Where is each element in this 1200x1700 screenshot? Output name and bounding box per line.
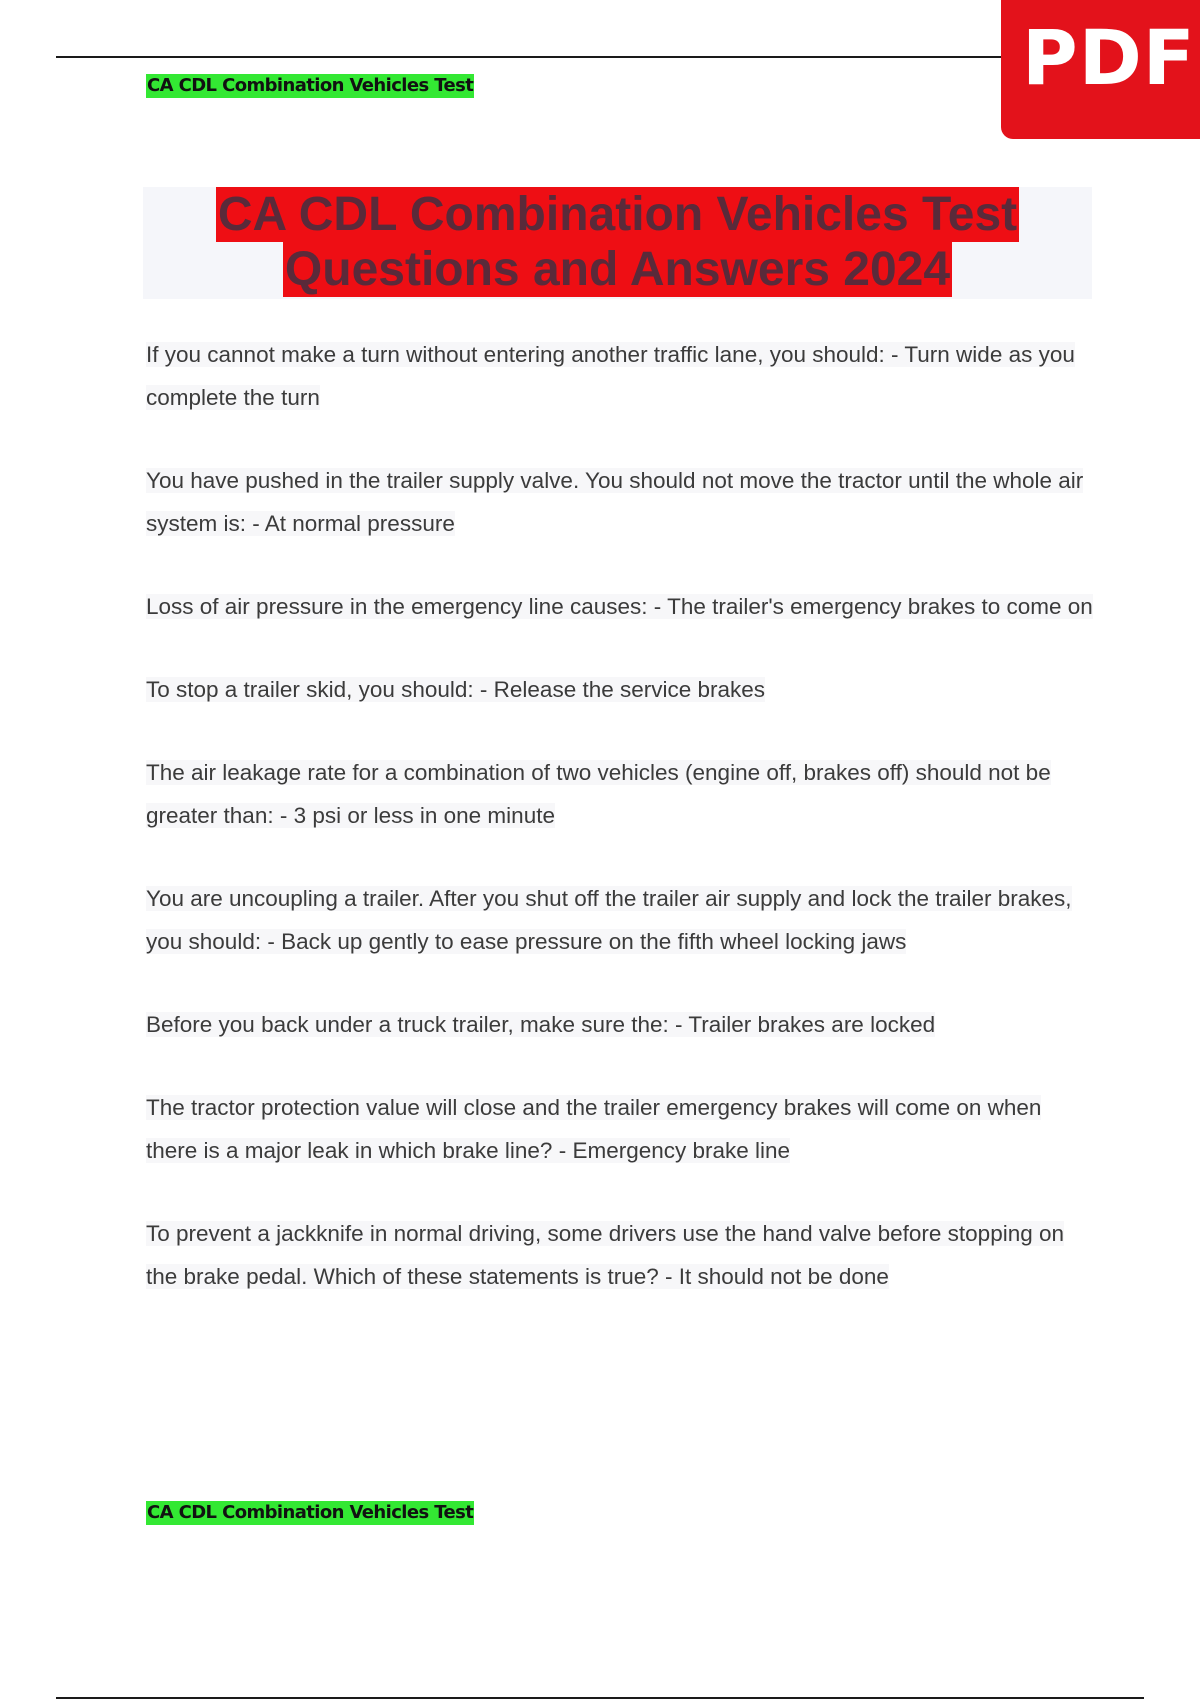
header-rule (56, 56, 1006, 58)
qa-item: If you cannot make a turn without entering another traffic lane, you should: - Turn wide as you complete the turn (146, 342, 1075, 410)
document-title-line-1: CA CDL Combination Vehicles Test (217, 188, 1018, 241)
pdf-badge-label: PDF (1022, 13, 1196, 102)
pdf-badge (1001, 0, 1200, 139)
qa-item: You have pushed in the trailer supply valve. You should not move the tractor until the whole air system is: - At normal pressure (146, 468, 1084, 536)
qa-item: The tractor protection value will close and the trailer emergency brakes will come on when there is a major leak in which brake line? - Emergency brake line (146, 1095, 1042, 1163)
qa-list (146, 333, 1096, 1338)
qa-item: To prevent a jackknife in normal driving, some drivers use the hand valve before stopping on the brake pedal. Which of these statements is true? - It should not be done (146, 1221, 1065, 1289)
qa-item: The air leakage rate for a combination of two vehicles (engine off, brakes off) should not be greater than: - 3 psi or less in one minute (146, 760, 1051, 828)
document-title (143, 187, 1092, 299)
qa-item: To stop a trailer skid, you should: - Release the service brakes (146, 677, 766, 702)
document-title-line-2: Questions and Answers 2024 (284, 243, 951, 296)
running-header-title: CA CDL Combination Vehicles Test (147, 75, 474, 96)
footer-rule (56, 1697, 1144, 1699)
running-footer-title: CA CDL Combination Vehicles Test (147, 1502, 474, 1523)
qa-item: Before you back under a truck trailer, make sure the: - Trailer brakes are locked (146, 1012, 936, 1037)
qa-item: Loss of air pressure in the emergency line causes: - The trailer's emergency brakes to come on (146, 594, 1093, 619)
qa-item: You are uncoupling a trailer. After you shut off the trailer air supply and lock the trailer brakes, you should: - Back up gently to ease pressure on the fifth wheel locking jaws (146, 886, 1072, 954)
